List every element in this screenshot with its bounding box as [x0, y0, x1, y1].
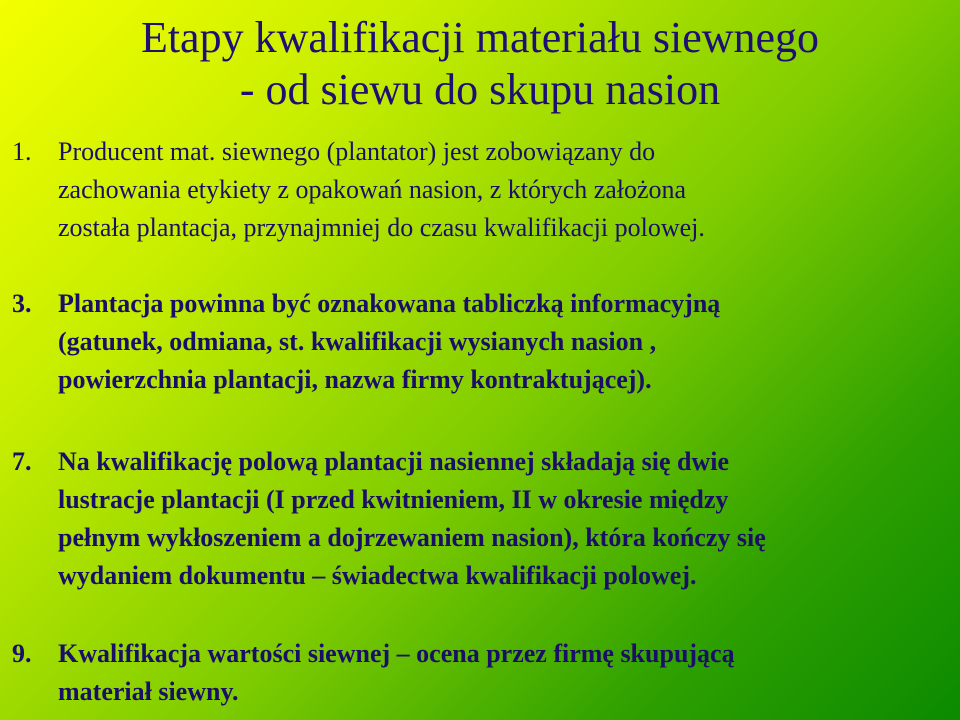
item-number: 1.: [12, 137, 32, 166]
item-text: [58, 443, 948, 595]
list-item-7: [12, 443, 948, 595]
item-text-line: (gatunek, odmiana, st. kwalifikacji wysianych nasion ,: [58, 327, 657, 356]
list-item-1: [12, 133, 948, 247]
item-text-line: zachowania etykiety z opakowań nasion, z których założona: [58, 175, 687, 204]
title-line-2: - od siewu do skupu nasion: [239, 65, 721, 114]
item-text-line: Producent mat. siewnego (plantator) jest zobowiązany do: [58, 137, 656, 166]
item-text: [58, 635, 948, 711]
item-text: [58, 285, 948, 399]
item-text-line: powierzchnia plantacji, nazwa firmy kontraktującej).: [58, 365, 652, 394]
item-text-line: Na kwalifikację polową plantacji nasiennej składają się dwie: [58, 447, 729, 476]
item-text-line: Plantacja powinna być oznakowana tabliczką informacyjną: [58, 289, 721, 318]
item-number: 3.: [12, 289, 32, 318]
item-text-line: Kwalifikacja wartości siewnej – ocena przez firmę skupującą: [58, 639, 735, 668]
item-number: 7.: [12, 447, 32, 476]
item-text-line: materiał siewny.: [58, 677, 239, 706]
item-text: [58, 133, 948, 247]
title-line-1: Etapy kwalifikacji materiału siewnego: [140, 13, 820, 62]
list-item-3: [12, 285, 948, 399]
slide-title: [0, 12, 960, 116]
item-text-line: wydaniem dokumentu – świadectwa kwalifikacji polowej.: [58, 561, 697, 590]
item-text-line: lustracje plantacji (I przed kwitnieniem, II w okresie między: [58, 485, 729, 514]
item-text-line: pełnym wykłoszeniem a dojrzewaniem nasion), która kończy się: [58, 523, 766, 552]
item-number: 9.: [12, 639, 32, 668]
list-item-9: [12, 635, 948, 711]
item-text-line: została plantacja, przynajmniej do czasu kwalifikacji polowej.: [58, 213, 705, 242]
